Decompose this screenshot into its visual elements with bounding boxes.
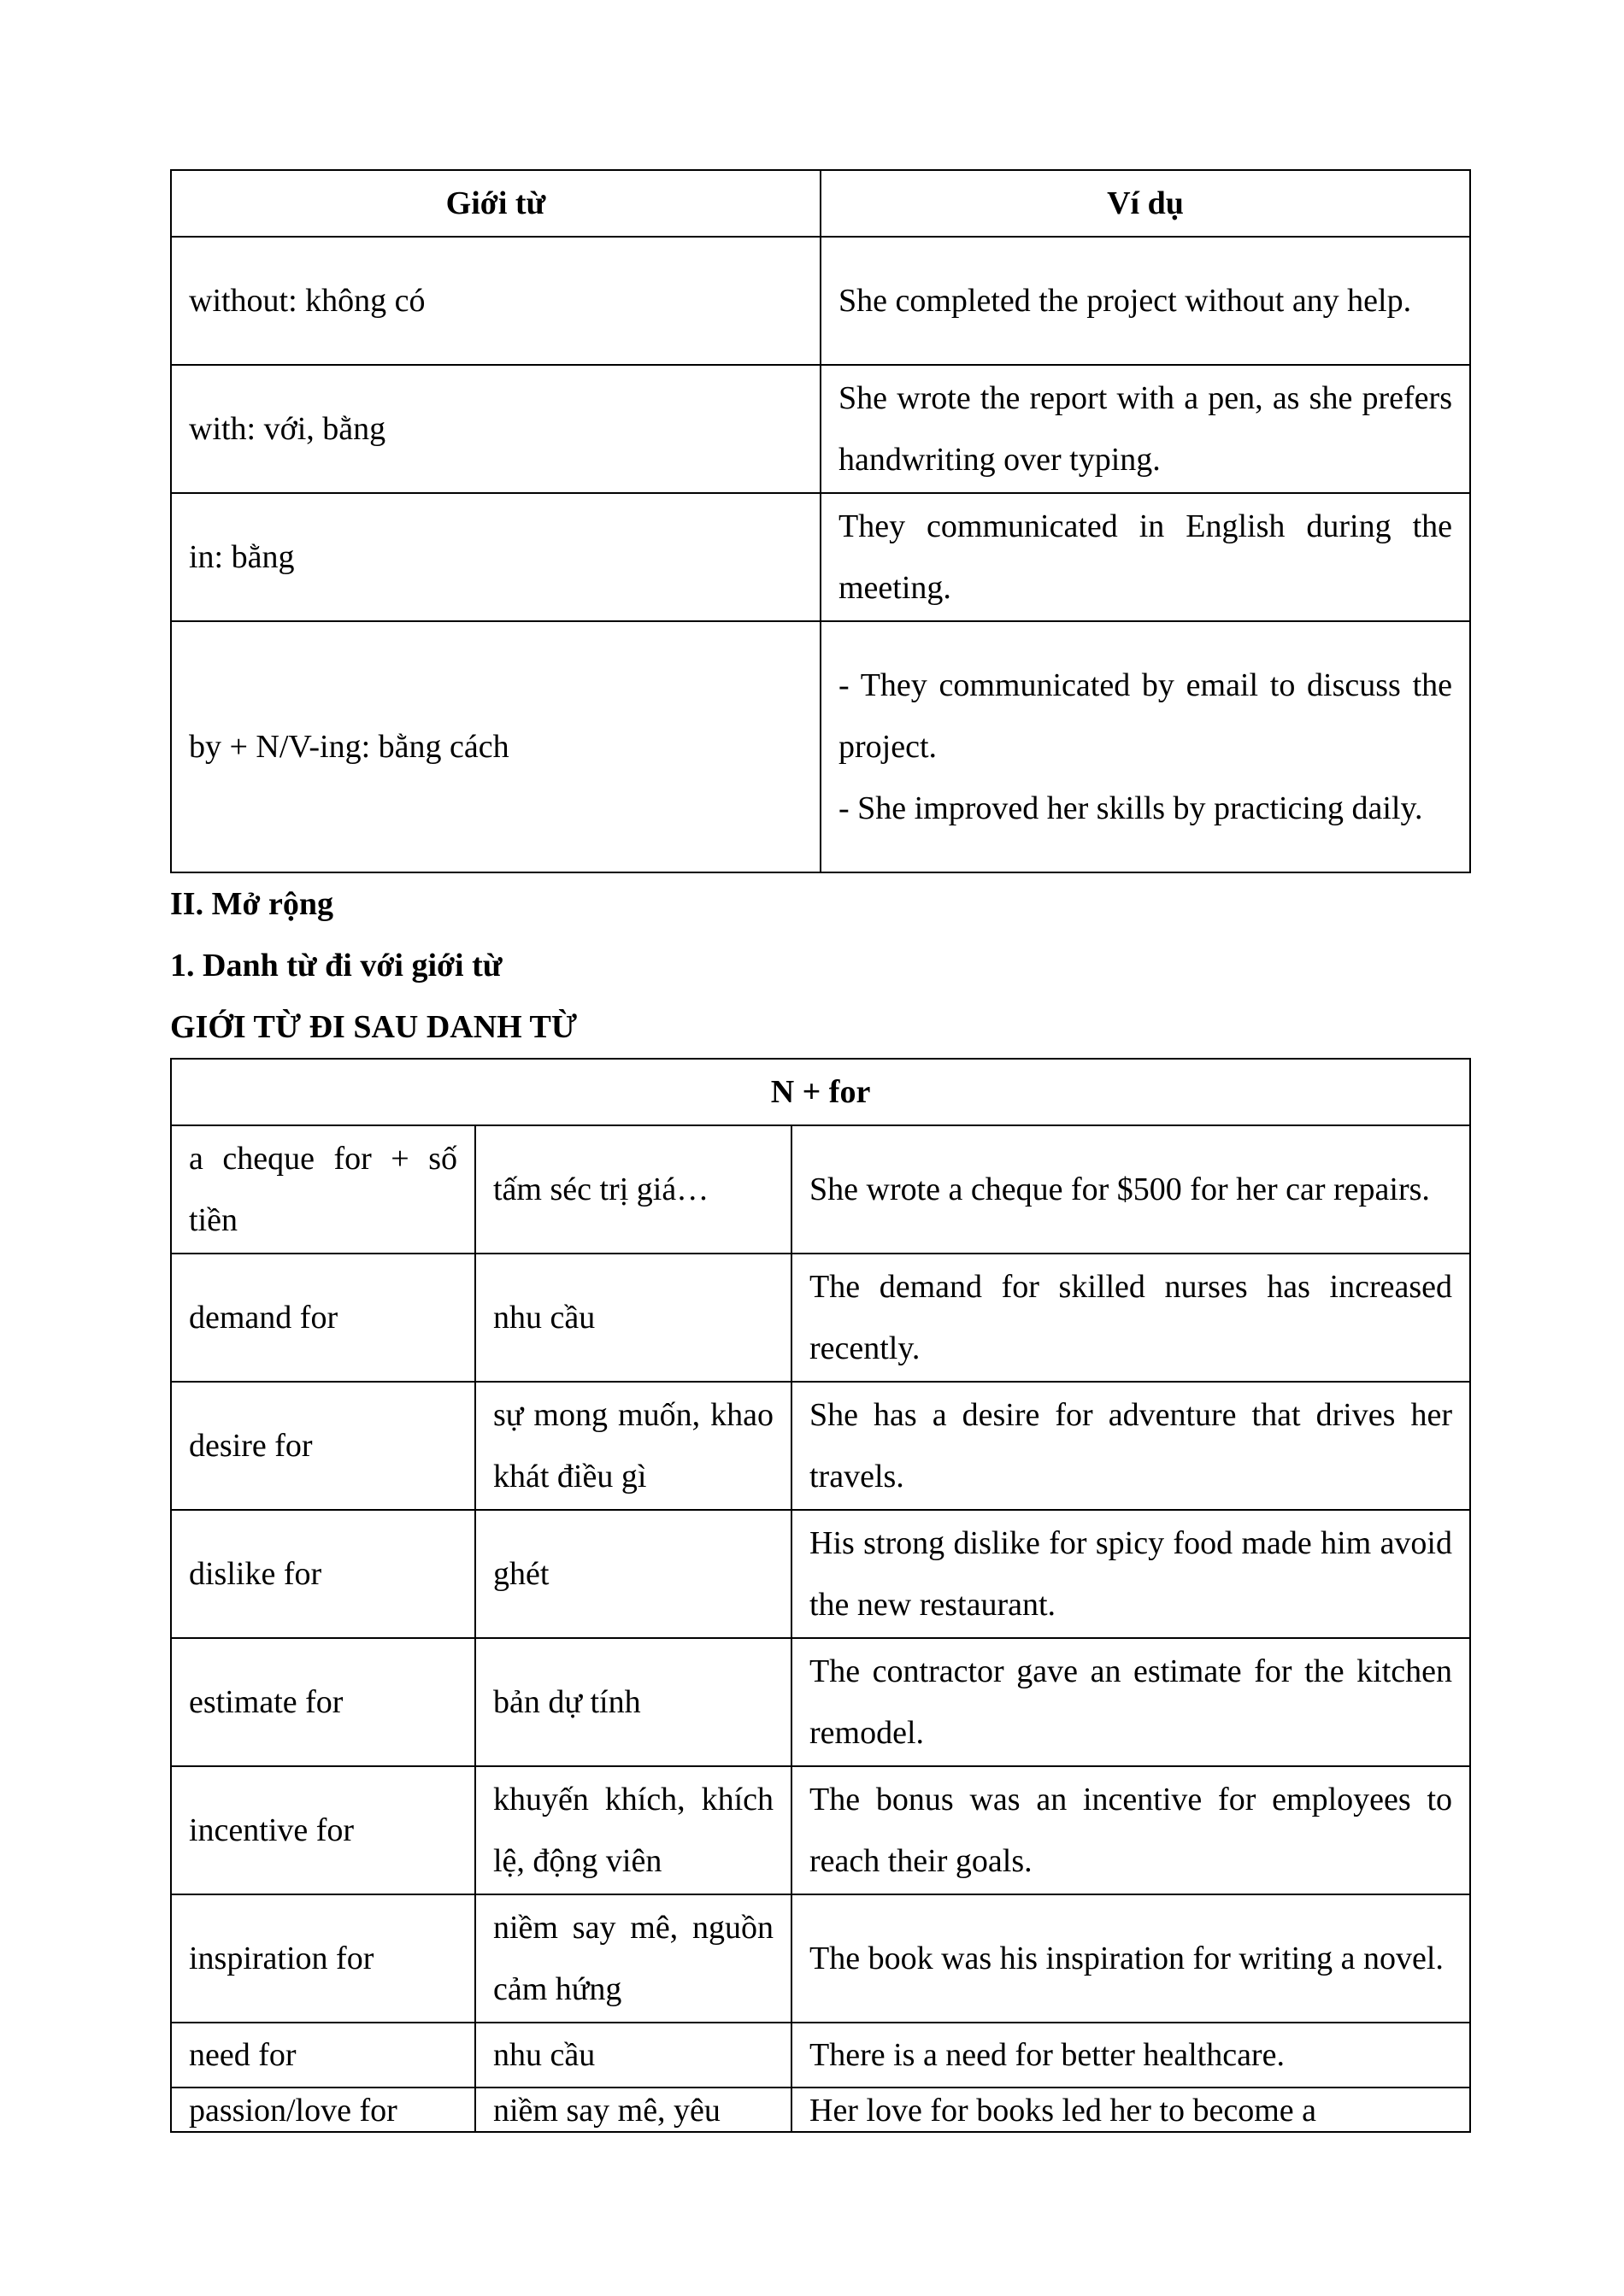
phrase-cell: incentive for <box>171 1766 475 1894</box>
table-header: N + for <box>171 1059 1470 1125</box>
meaning-text: niềm say mê, yêu <box>493 2093 721 2129</box>
example-cell: The contractor gave an estimate for the kitchen remodel. <box>791 1638 1470 1766</box>
section-caption: GIỚI TỪ ĐI SAU DANH TỪ <box>170 1009 578 1045</box>
table-row <box>171 1638 1470 1766</box>
phrase-cell: dislike for <box>171 1510 475 1638</box>
table-row <box>171 2088 1470 2132</box>
preposition-cell: without: không có <box>171 237 821 365</box>
preposition-cell: with: với, bằng <box>171 365 821 493</box>
example-cell: There is a need for better healthcare. <box>791 2023 1470 2088</box>
phrase-cell <box>171 2088 475 2132</box>
example-cell: The bonus was an incentive for employees to reach their goals. <box>791 1766 1470 1894</box>
preposition-cell: by + N/V-ing: bằng cách <box>171 621 821 872</box>
table-row <box>171 1510 1470 1638</box>
phrase-cell: desire for <box>171 1382 475 1510</box>
table-row <box>171 237 1470 365</box>
phrase-cell: estimate for <box>171 1638 475 1766</box>
meaning-cell: bản dự tính <box>475 1638 791 1766</box>
section-title: II. Mở rộng <box>170 886 333 922</box>
table-header-row <box>171 1059 1470 1125</box>
table-header-row <box>171 170 1470 237</box>
meaning-cell: niềm say mê, nguồn cảm hứng <box>475 1894 791 2023</box>
table-row <box>171 1125 1470 1254</box>
meaning-cell: nhu cầu <box>475 2023 791 2088</box>
meaning-cell: nhu cầu <box>475 1254 791 1382</box>
preposition-table <box>170 169 1471 873</box>
example-cell: She wrote a cheque for $500 for her car repairs. <box>791 1125 1470 1254</box>
meaning-cell: ghét <box>475 1510 791 1638</box>
column-header-preposition: Giới từ <box>171 170 821 237</box>
table-row <box>171 2023 1470 2088</box>
example-cell: She wrote the report with a pen, as she prefers handwriting over typing. <box>821 365 1470 493</box>
example-cell <box>791 2088 1470 2132</box>
example-line: - They communicated by email to discuss the project. <box>838 667 1452 765</box>
table-row <box>171 1254 1470 1382</box>
example-cell: The demand for skilled nurses has increased recently. <box>791 1254 1470 1382</box>
table-row <box>171 621 1470 872</box>
phrase-cell: need for <box>171 2023 475 2088</box>
example-cell: She has a desire for adventure that drives her travels. <box>791 1382 1470 1510</box>
example-cell: His strong dislike for spicy food made him avoid the new restaurant. <box>791 1510 1470 1638</box>
phrase-cell: inspiration for <box>171 1894 475 2023</box>
example-cell: They communicated in English during the meeting. <box>821 493 1470 621</box>
example-line: - She improved her skills by practicing daily. <box>838 790 1423 826</box>
preposition-cell: in: bằng <box>171 493 821 621</box>
column-header-example: Ví dụ <box>821 170 1470 237</box>
meaning-cell: sự mong muốn, khao khát điều gì <box>475 1382 791 1510</box>
meaning-cell: khuyến khích, khích lệ, động viên <box>475 1766 791 1894</box>
example-cell: She completed the project without any help. <box>821 237 1470 365</box>
table-row <box>171 1382 1470 1510</box>
phrase-cell: a cheque for + số tiền <box>171 1125 475 1254</box>
example-text: Her love for books led her to become a <box>809 2093 1317 2129</box>
phrase-text: passion/love for <box>189 2093 397 2129</box>
example-cell: The book was his inspiration for writing a novel. <box>791 1894 1470 2023</box>
meaning-cell: tấm séc trị giá… <box>475 1125 791 1254</box>
phrase-cell: demand for <box>171 1254 475 1382</box>
section-subtitle: 1. Danh từ đi với giới từ <box>170 948 503 984</box>
example-cell <box>821 621 1470 872</box>
table-row <box>171 493 1470 621</box>
noun-for-table <box>170 1058 1471 2133</box>
table-row <box>171 1766 1470 1894</box>
meaning-cell <box>475 2088 791 2132</box>
document-page <box>170 169 1469 2133</box>
table-row <box>171 1894 1470 2023</box>
table-row <box>171 365 1470 493</box>
